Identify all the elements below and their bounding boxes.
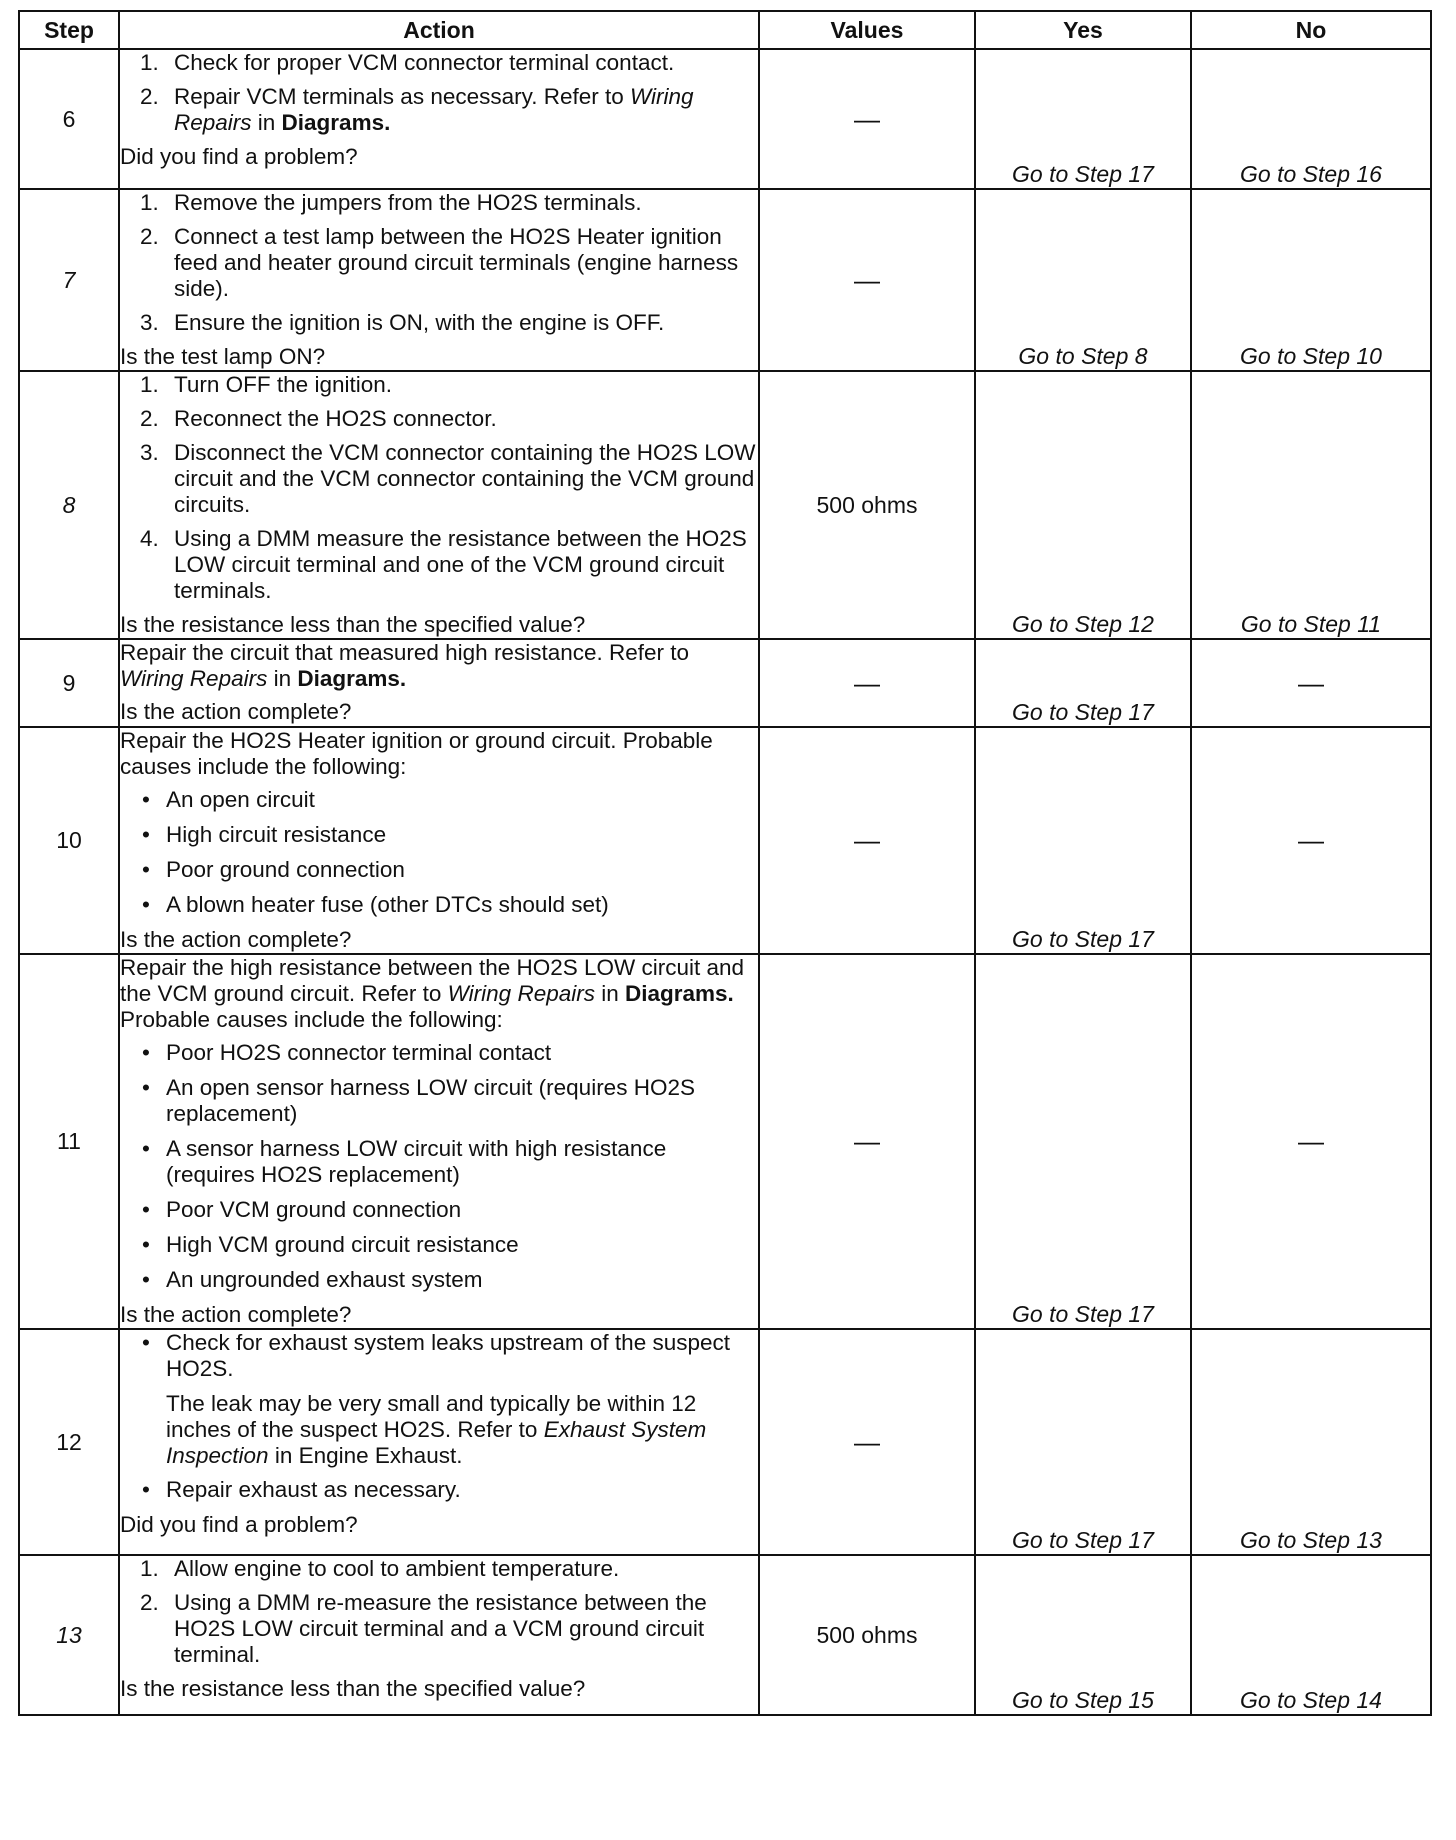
step-number: 11 bbox=[19, 954, 119, 1329]
action-item: 1. Turn OFF the ignition. bbox=[140, 372, 393, 397]
action-item: 2. Reconnect the HO2S connector. bbox=[140, 406, 497, 431]
action-question: Is the resistance less than the specified value? bbox=[120, 612, 586, 637]
action-cell bbox=[119, 189, 759, 371]
values-cell: — bbox=[759, 1329, 975, 1555]
yes-cell: Go to Step 12 bbox=[975, 371, 1191, 639]
header-no: No bbox=[1191, 11, 1431, 49]
action-cell bbox=[119, 1329, 759, 1555]
action-cell bbox=[119, 727, 759, 954]
action-question: Is the action complete? bbox=[120, 699, 352, 724]
action-question: Is the action complete? bbox=[120, 1302, 352, 1327]
values-cell: — bbox=[759, 954, 975, 1329]
action-cell bbox=[119, 371, 759, 639]
cause-item: • Poor ground connection bbox=[142, 857, 405, 882]
action-item: 1. Check for proper VCM connector terminal contact. bbox=[140, 50, 675, 75]
step-number: 8 bbox=[19, 371, 119, 639]
yes-cell: Go to Step 8 bbox=[975, 189, 1191, 371]
action-item: 3. Disconnect the VCM connector containing the HO2S LOW circuit and the VCM connector containing the VCM ground circuits. bbox=[140, 440, 756, 517]
cause-item: • High VCM ground circuit resistance bbox=[142, 1232, 519, 1257]
table-row bbox=[19, 954, 1431, 1329]
cause-item: • A blown heater fuse (other DTCs should set) bbox=[142, 892, 609, 917]
cause-item: • An open sensor harness LOW circuit (requires HO2S replacement) bbox=[142, 1075, 695, 1126]
action-text: Repair the HO2S Heater ignition or ground circuit. Probable causes include the following: bbox=[120, 728, 713, 779]
action-question: Is the action complete? bbox=[120, 927, 352, 952]
values-cell: — bbox=[759, 49, 975, 189]
no-cell: — bbox=[1191, 639, 1431, 727]
action-item: 2. Connect a test lamp between the HO2S Heater ignition feed and heater ground circuit terminals (engine harness side). bbox=[140, 224, 739, 301]
action-cell bbox=[119, 49, 759, 189]
step-number: 12 bbox=[19, 1329, 119, 1555]
action-cell bbox=[119, 639, 759, 727]
cause-item: • High circuit resistance bbox=[142, 822, 387, 847]
action-text: Repair the high resistance between the HO2S LOW circuit and the VCM ground circuit. Refer to Wiring Repairs in Diagrams. Probable causes include the following: bbox=[120, 955, 745, 1032]
no-cell: — bbox=[1191, 954, 1431, 1329]
step-number: 9 bbox=[19, 639, 119, 727]
action-bullet: • Repair exhaust as necessary. bbox=[142, 1477, 461, 1502]
no-cell: Go to Step 16 bbox=[1191, 49, 1431, 189]
header-step: Step bbox=[19, 11, 119, 49]
table-row bbox=[19, 189, 1431, 371]
table-row bbox=[19, 727, 1431, 954]
action-cell bbox=[119, 1555, 759, 1715]
cause-item: • An open circuit bbox=[142, 787, 315, 812]
values-cell: 500 ohms bbox=[759, 371, 975, 639]
table-row bbox=[19, 1329, 1431, 1555]
yes-cell: Go to Step 17 bbox=[975, 49, 1191, 189]
table-row bbox=[19, 49, 1431, 189]
header-yes: Yes bbox=[975, 11, 1191, 49]
cause-item: • An ungrounded exhaust system bbox=[142, 1267, 483, 1292]
table-row bbox=[19, 639, 1431, 727]
step-number: 6 bbox=[19, 49, 119, 189]
values-cell: 500 ohms bbox=[759, 1555, 975, 1715]
action-item: 3. Ensure the ignition is ON, with the engine is OFF. bbox=[140, 310, 665, 335]
header-action: Action bbox=[119, 11, 759, 49]
header-values: Values bbox=[759, 11, 975, 49]
header-row bbox=[19, 11, 1431, 49]
action-question: Did you find a problem? bbox=[120, 1512, 358, 1537]
diagnostic-table bbox=[18, 10, 1432, 1716]
values-cell: — bbox=[759, 639, 975, 727]
action-bullet: • Check for exhaust system leaks upstream of the suspect HO2S. bbox=[142, 1330, 731, 1381]
no-cell: Go to Step 14 bbox=[1191, 1555, 1431, 1715]
yes-cell: Go to Step 17 bbox=[975, 1329, 1191, 1555]
action-item: 2. Repair VCM terminals as necessary. Refer to Wiring Repairs in Diagrams. bbox=[140, 84, 694, 135]
no-cell: — bbox=[1191, 727, 1431, 954]
action-question: Is the test lamp ON? bbox=[120, 344, 326, 369]
action-question: Is the resistance less than the specified value? bbox=[120, 1676, 586, 1701]
step-number: 10 bbox=[19, 727, 119, 954]
action-text: Repair the circuit that measured high resistance. Refer to Wiring Repairs in Diagrams. bbox=[120, 640, 690, 691]
action-item: 4. Using a DMM measure the resistance between the HO2S LOW circuit terminal and one of the VCM ground circuit terminals. bbox=[140, 526, 747, 603]
step-number: 13 bbox=[19, 1555, 119, 1715]
action-item: 1. Remove the jumpers from the HO2S terminals. bbox=[140, 190, 642, 215]
values-cell: — bbox=[759, 727, 975, 954]
action-item: 1. Allow engine to cool to ambient temperature. bbox=[140, 1556, 620, 1581]
action-item: 2. Using a DMM re-measure the resistance between the HO2S LOW circuit terminal and a VCM ground circuit terminal. bbox=[140, 1590, 707, 1667]
cause-item: • A sensor harness LOW circuit with high resistance (requires HO2S replacement) bbox=[142, 1136, 667, 1187]
no-cell: Go to Step 10 bbox=[1191, 189, 1431, 371]
yes-cell: Go to Step 15 bbox=[975, 1555, 1191, 1715]
yes-cell: Go to Step 17 bbox=[975, 727, 1191, 954]
action-cell bbox=[119, 954, 759, 1329]
action-question: Did you find a problem? bbox=[120, 144, 358, 169]
yes-cell: Go to Step 17 bbox=[975, 954, 1191, 1329]
action-note: The leak may be very small and typically be within 12 inches of the suspect HO2S. Refer to Exhaust System Inspection in Engine Exhaust. bbox=[166, 1391, 707, 1468]
cause-item: • Poor VCM ground connection bbox=[142, 1197, 462, 1222]
table-row bbox=[19, 371, 1431, 639]
table-row bbox=[19, 1555, 1431, 1715]
no-cell: Go to Step 11 bbox=[1191, 371, 1431, 639]
no-cell: Go to Step 13 bbox=[1191, 1329, 1431, 1555]
cause-item: • Poor HO2S connector terminal contact bbox=[142, 1040, 552, 1065]
values-cell: — bbox=[759, 189, 975, 371]
yes-cell: Go to Step 17 bbox=[975, 639, 1191, 727]
step-number: 7 bbox=[19, 189, 119, 371]
